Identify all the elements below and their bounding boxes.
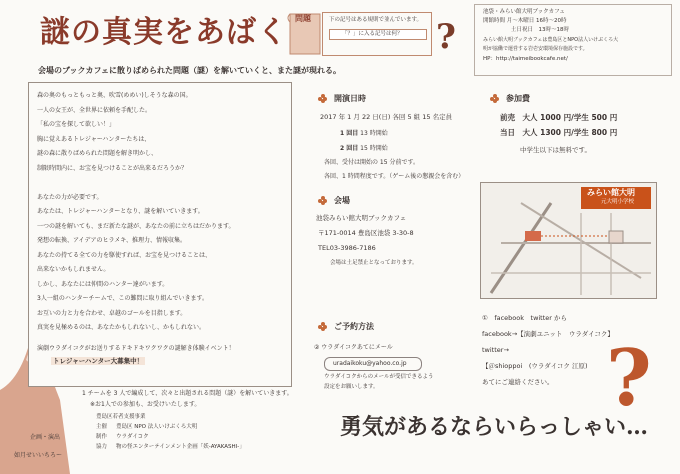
social-line5: あてにご連絡ください。: [482, 378, 554, 386]
datetime-heading: 開演日時: [334, 94, 366, 103]
fee-heading: 参加費: [506, 94, 530, 103]
fee-door-label: 当日: [500, 128, 515, 137]
reservation-heading: ご予約方法: [334, 322, 374, 331]
planner-name: 如月せいいちろー: [14, 452, 63, 459]
credits-cooperation: 物の怪エンターテインメント企画「妖-AYAKASHI-」: [116, 444, 245, 450]
clover-icon: [318, 322, 327, 331]
reservation-method: ② ウラダイコクあてにメール: [314, 344, 393, 351]
credits-support: 豊島区若者支援事業: [96, 414, 146, 420]
venue-info-line1: 池袋・みらい館大明ブックカフェ: [483, 9, 565, 15]
session1: [340, 130, 388, 138]
question-mark-icon: ?: [436, 17, 456, 57]
reservation-email[interactable]: uradaikoku@yahoo.co.jp: [333, 360, 407, 367]
story-line: 真実を見極めるのは、あなたかもしれないし、かもしれない。: [37, 324, 206, 331]
credits-host: 豊島区 NPO 法人いけぶくろ大明: [116, 424, 198, 430]
venue-name: 池袋みらい館大明ブックカフェ: [316, 214, 407, 222]
venue-info-line5: 明が協働で運営する岩壱安環境保存施設です。: [483, 46, 588, 52]
story-line: 胸に覚えあるトレジャーハンターたちは、: [37, 135, 151, 143]
session2: [340, 145, 388, 153]
venue-address: 〒171-0014 豊島区池袋 3-30-8: [318, 229, 414, 237]
datetime-date: 2017 年 1 月 22 日(日) 各回 5 組 15 名定員: [320, 113, 453, 121]
story-line: 制限時間内に、お宝を見つけることが出来るだろうか？: [37, 164, 188, 172]
story-line: 出来ないかもしれません。: [37, 266, 110, 273]
story-line: 一つの謎を解いても、まだ新たな謎が、あなたの前に立ちはだかります。: [37, 222, 235, 230]
story-line: 発想の転換、アイデアのヒラメキ、推理力、情報収集。: [37, 237, 187, 244]
story-line: 3人一組のハンターチームで、この難問に取り組んでいきます。: [37, 295, 208, 302]
venue-heading: 会場: [334, 196, 350, 205]
venue-info-box: [474, 4, 672, 76]
venue-info-hp[interactable]: HP：http://taimeibookcafe.net/: [483, 56, 568, 62]
main-title: 謎の真実をあばく: [40, 15, 288, 50]
venue-info-line3: 土日祝日 13時～18時: [511, 27, 569, 33]
question-text: 「？」に入る記号は何？: [342, 31, 403, 37]
story-line: 「私の宝を探して欲しい！」: [37, 121, 116, 128]
story-line: [37, 176, 235, 191]
map-subtitle: 元大明小学校: [601, 199, 635, 205]
venue-info-line4: みらい館大明ブックカフェは豊島区とNPO法人いけぶくろ大: [483, 37, 619, 43]
question-instruction: 下の記号はある規則で並んでいます。: [329, 17, 423, 23]
team-note-line2: ※お1人での参加も、お受けいたします。: [90, 401, 201, 408]
fee-advance-price: 大人 1000 円/学生 500 円: [522, 113, 618, 122]
social-line4[interactable]: 【＠shioppoi (ウラダイコク 江原): [482, 362, 588, 370]
venue-map[interactable]: [480, 182, 657, 299]
story-text: [37, 89, 235, 336]
venue-info-line2: 開館時間 月～木曜日 16時～20時: [483, 18, 567, 24]
session2-time: 15 時開始: [358, 145, 388, 152]
page-subtitle: 会場のブックカフェに散りばめられた問題（謎）を解いていくと、また謎が現れる。: [38, 66, 342, 75]
question-inner-box: [329, 29, 427, 40]
credits-host-label: 主催: [96, 424, 108, 430]
planner-label: 企画・演出: [30, 434, 61, 441]
story-line: あなたは、トレジャーハンターとなり、謎を解いていきます。: [37, 208, 204, 215]
social-line1[interactable]: ① facebook twitter から: [482, 314, 568, 322]
fee-advance-label: 前売: [500, 113, 515, 122]
session1-time: 13 時開始: [358, 130, 388, 137]
credits-production-label: 制作: [96, 434, 108, 440]
story-line: お互いの力と力を合わせ、卓越のゴールを目指します。: [37, 309, 187, 317]
team-note-line1: 1 チームを 3 人で編成して、次々と出題される問題（謎）を解いていきます。: [82, 390, 293, 397]
story-line: しかし、あなたには仲間のハンター達がいます。: [37, 280, 169, 288]
datetime-note2: 各回、1 時間程度です。（ゲーム後の懇親会を含む）: [324, 173, 465, 180]
social-line2[interactable]: facebook→【演劇ユニット ウラダイコク】: [482, 330, 614, 338]
footer-slogan: 勇気があるならいらっしゃい…: [340, 414, 649, 440]
clover-icon: [318, 94, 327, 103]
recruit-banner: トレジャーハンター大募集中！: [53, 357, 144, 365]
reservation-note2: 設定をお願いします。: [324, 384, 379, 390]
fee-advance: [500, 113, 617, 122]
clover-icon: [490, 94, 499, 103]
credits-production: ウラダイコク: [116, 434, 149, 440]
social-line3[interactable]: twitter→: [482, 346, 509, 354]
reservation-note1: ウラダイコクからのメールが受信できるよう: [324, 374, 434, 380]
venue-tel: TEL03-3986-7186: [318, 244, 376, 252]
session1-label: 1 回目: [340, 130, 359, 137]
email-box[interactable]: [324, 357, 422, 371]
clover-icon: [318, 196, 327, 205]
story-line: あなたの持てる全ての力を駆使すれば、お宝を見つけることは、: [37, 251, 212, 259]
story-line: 一人の女王が、全世界に依頼を手配した。: [37, 106, 152, 114]
map-title: みらい館大明: [587, 188, 635, 197]
question-label: 問題: [295, 14, 311, 23]
session2-label: 2 回目: [340, 145, 359, 152]
story-line: あなたの力が必要です。: [37, 193, 103, 201]
story-line: 謎の森に散りばめられた問題を解き明かし、: [37, 150, 158, 157]
venue-note: 会場は土足禁止となっております。: [330, 260, 418, 266]
credits-cooperation-label: 協力: [96, 444, 108, 450]
question-banner: [286, 10, 468, 68]
map-title-box: [581, 187, 651, 209]
fee-door-price: 大人 1300 円/学生 800 円: [522, 128, 618, 137]
question-box: [322, 12, 432, 56]
datetime-note1: 各回、受付は開始の 15 分前です。: [324, 159, 419, 166]
story-box: [28, 82, 292, 387]
story-line: 森の奥のもっともっと奥、吹雪(めめい)しそうな森の国。: [37, 92, 192, 99]
fee-door: [500, 128, 617, 137]
event-note: 演劇ウラダイコクがお送りするドキドキワクワクの謎解き体験イベント！: [37, 345, 235, 352]
fee-note: 中学生以下は無料です。: [520, 146, 591, 154]
question-mark-icon: ?: [606, 333, 652, 424]
